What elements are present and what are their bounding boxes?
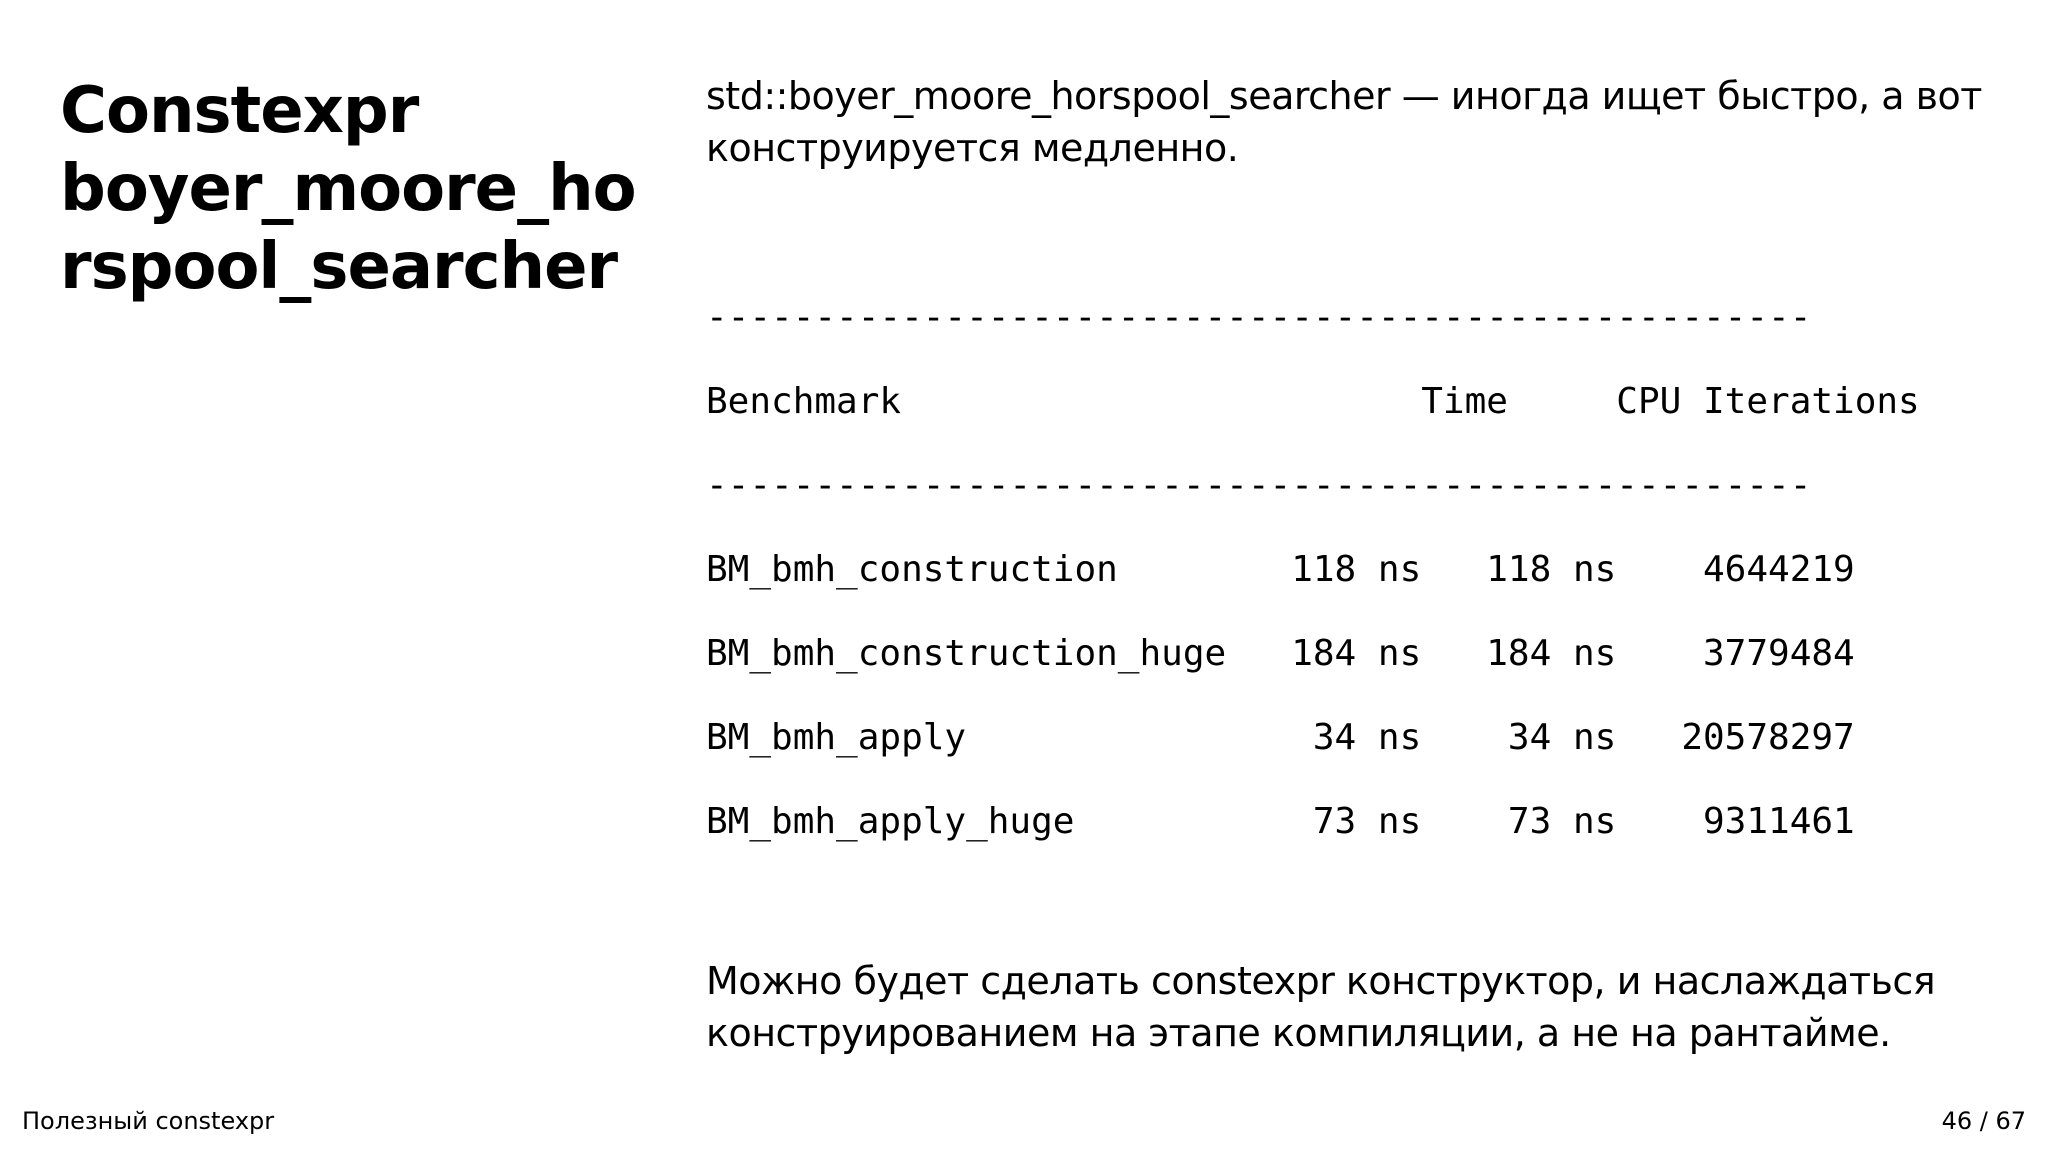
benchmark-row: BM_bmh_apply 34 ns 34 ns 20578297: [706, 717, 1855, 758]
conclusion-text: Можно будет сделать constexpr конструктор, и наслаждаться конструированием на этапе компиляции, а не на рантайме.: [706, 959, 1936, 1055]
benchmark-separator: ---------------------------------------------------: [706, 297, 1812, 338]
page-number: 46 / 67: [1941, 1107, 2026, 1135]
benchmark-row: BM_bmh_apply_huge 73 ns 73 ns 9311461: [706, 801, 1855, 842]
intro-text: std::boyer_moore_horspool_searcher — иногда ищет быстро, а вот конструируется медленно.: [706, 74, 1982, 170]
benchmark-row: BM_bmh_construction_huge 184 ns 184 ns 3779484: [706, 633, 1855, 674]
benchmark-header-row: Benchmark Time CPU Iterations: [706, 381, 1920, 422]
benchmark-separator: ---------------------------------------------------: [706, 465, 1812, 506]
slide-title: Constexpr boyer_moore_ho rspool_searcher: [60, 74, 636, 304]
presentation-title: Полезный constexpr: [22, 1107, 275, 1135]
benchmark-row: BM_bmh_construction 118 ns 118 ns 4644219: [706, 549, 1855, 590]
benchmark-output: [706, 292, 1920, 880]
